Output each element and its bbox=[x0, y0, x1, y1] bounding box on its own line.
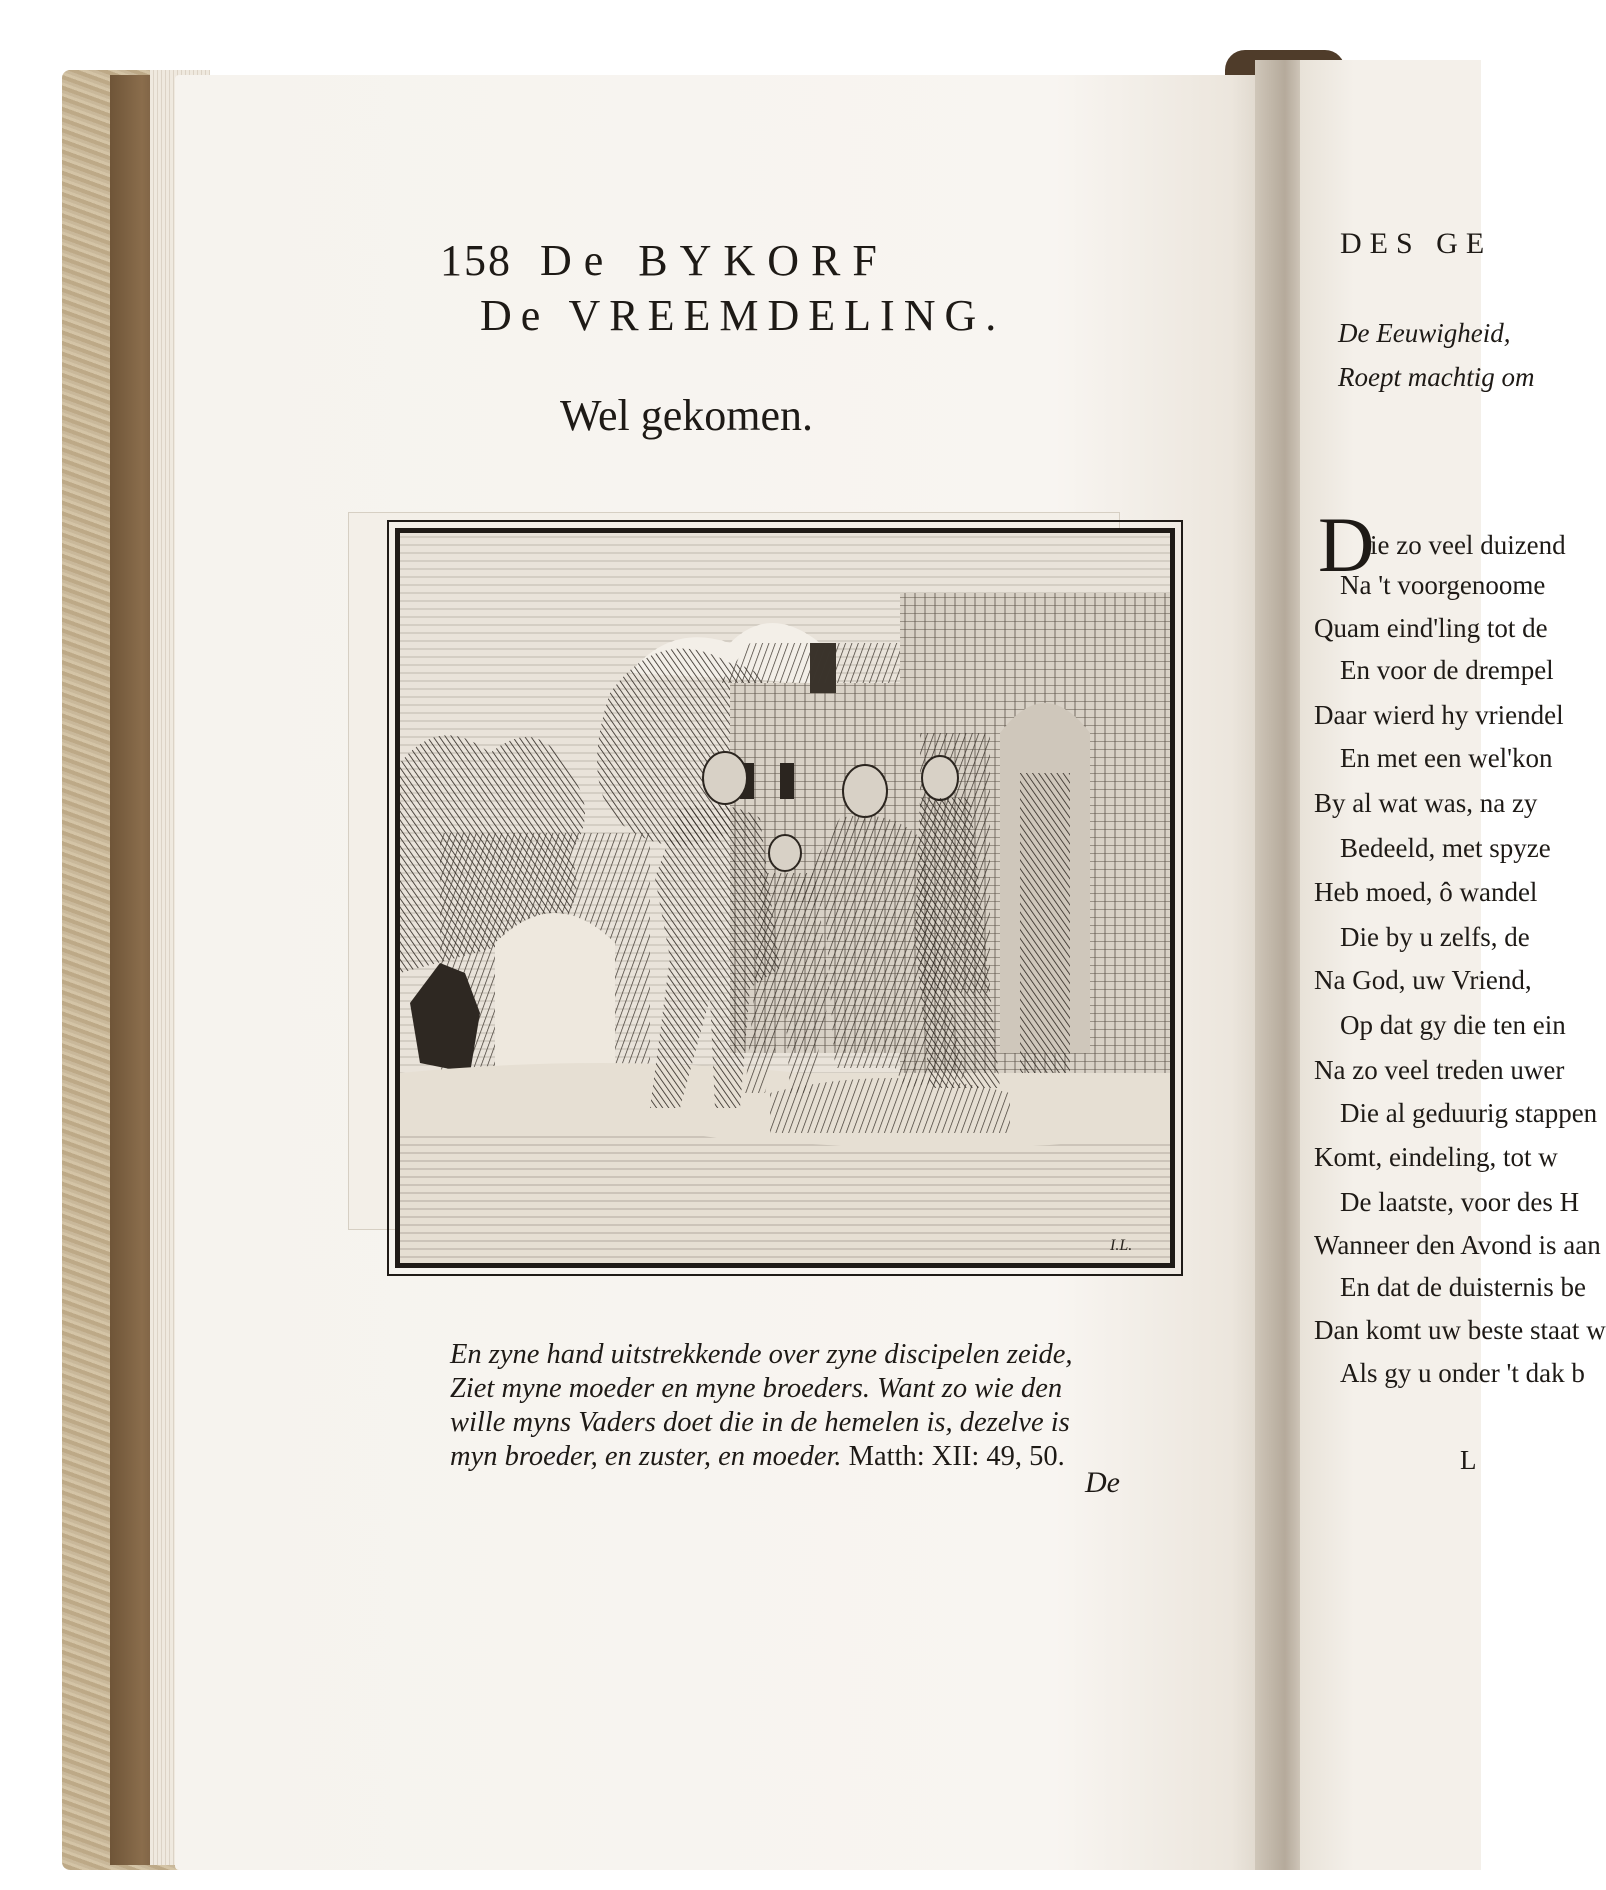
poem-line: Dan komt uw beste staat w bbox=[1314, 1315, 1606, 1345]
catchword: De bbox=[1085, 1466, 1120, 1499]
poem-line: En dat de duisternis be bbox=[1340, 1272, 1586, 1302]
scripture-reference: Matth: XII: 49, 50. bbox=[848, 1441, 1065, 1472]
poem-line: De laatste, voor des H bbox=[1340, 1187, 1580, 1217]
right-page bbox=[1300, 60, 1606, 1870]
poem-line: Na zo veel treden uwer bbox=[1314, 1055, 1565, 1085]
caption-line bbox=[450, 1440, 1130, 1474]
page-number: 158 bbox=[440, 236, 512, 285]
poem-line: Komt, eindeling, tot w bbox=[1314, 1142, 1558, 1172]
caption-quotation bbox=[450, 1338, 1130, 1474]
poem-line: Wanneer den Avond is aan bbox=[1314, 1230, 1601, 1260]
poem-line: En met een wel'kon bbox=[1340, 743, 1553, 773]
bottom-fragment: L bbox=[1460, 1445, 1477, 1475]
poem-line: En voor de drempel bbox=[1340, 655, 1554, 685]
epigraph-line: Roept machtig om bbox=[1338, 362, 1535, 392]
chapter-motto: Wel gekomen. bbox=[560, 391, 814, 440]
poem-line: Bedeeld, met spyze bbox=[1340, 833, 1551, 863]
running-head-left bbox=[440, 235, 1060, 286]
poem-line: Op dat gy die ten ein bbox=[1340, 1010, 1566, 1040]
poem-line: Quam eind'ling tot de bbox=[1314, 613, 1548, 643]
poem-line: Als gy u onder 't dak b bbox=[1340, 1358, 1585, 1388]
engraving-illustration bbox=[395, 528, 1175, 1268]
epigraph-line: De Eeuwigheid, bbox=[1338, 318, 1511, 348]
poem-line: Na God, uw Vriend, bbox=[1314, 965, 1532, 995]
chapter-title: De VREEMDELING. bbox=[480, 291, 1006, 340]
engraver-signature: I.L. bbox=[1110, 1237, 1133, 1254]
caption-line: wille myns Vaders doet die in de hemelen is, dezelve is bbox=[450, 1407, 1070, 1438]
caption-line-text: myn broeder, en zuster, en moeder. bbox=[450, 1441, 842, 1472]
poem-line: Na 't voorgenoome bbox=[1340, 570, 1546, 600]
poem-line: Heb moed, ô wandel bbox=[1314, 877, 1538, 907]
poem-line: Daar wierd hy vriendel bbox=[1314, 700, 1564, 730]
poem-line: Die by u zelfs, de bbox=[1340, 922, 1530, 952]
poem-line: By al wat was, na zy bbox=[1314, 788, 1538, 818]
caption-line: En zyne hand uitstrekkende over zyne discipelen zeide, bbox=[450, 1339, 1073, 1370]
engraving-drawing bbox=[400, 533, 1170, 1263]
drop-cap: D bbox=[1318, 501, 1375, 588]
poem-line: ie zo veel duizend bbox=[1370, 530, 1566, 560]
poem-line: Die al geduurig stappen bbox=[1340, 1098, 1598, 1128]
running-head-right: DES GE bbox=[1340, 227, 1493, 260]
caption-line: Ziet myne moeder en myne broeders. Want zo wie den bbox=[450, 1373, 1063, 1404]
running-head-text: De BYKORF bbox=[540, 236, 889, 285]
